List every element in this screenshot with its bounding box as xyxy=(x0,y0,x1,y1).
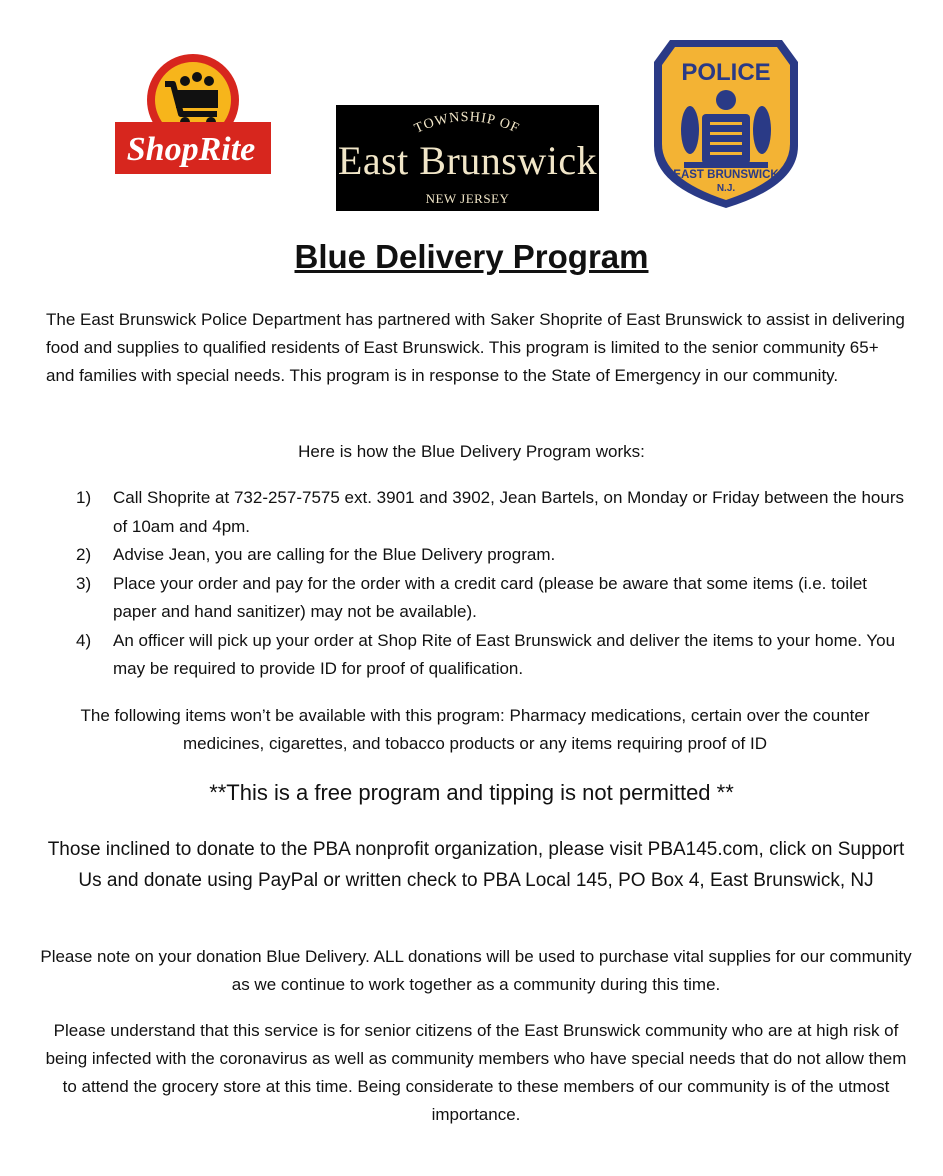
township-state: NEW JERSEY xyxy=(425,191,510,206)
not-available-notice: The following items won’t be available with this program: Pharmacy medications, certain over the counter medicines, cigarettes, and tobacco products or any items requiring proof of ID xyxy=(80,706,870,753)
step-text: Call Shoprite at 732-257-7575 ext. 3901 and 3902, Jean Bartels, on Monday or Friday between the hours of 10am and 4pm. xyxy=(113,488,905,536)
eligibility-statement: Please understand that this service is for senior citizens of the East Brunswick community who are at high risk of being infected with the coronavirus as well as community members who have special needs that do not allow them to attend the grocery store at this time. Being considerate to these members of our community is of the utmost importance. xyxy=(45,1021,907,1124)
donation-info: Those inclined to donate to the PBA nonprofit organization, please visit PBA145.com, click on Support Us and donate using PayPal or written check to PBA Local 145, PO Box 4, East Brunswick, NJ xyxy=(47,839,905,891)
steps-list xyxy=(76,484,906,684)
intro-paragraph: The East Brunswick Police Department has partnered with Saker Shoprite of East Brunswick to assist in delivering food and supplies to qualified residents of East Brunswick. This program is limited to the senior community 65+ and families with special needs. This program is in response to the State of Emergency in our community. xyxy=(46,310,905,385)
shoprite-wordmark: ShopRite xyxy=(126,131,256,168)
logo-row xyxy=(0,0,943,220)
step-number: 2) xyxy=(76,545,92,564)
police-badge-title: POLICE xyxy=(681,59,771,86)
howto-heading: Here is how the Blue Delivery Program works: xyxy=(298,442,645,461)
page-title: Blue Delivery Program xyxy=(294,238,649,275)
step-text: Advise Jean, you are calling for the Blue Delivery program. xyxy=(113,545,556,564)
step-number: 4) xyxy=(76,630,92,650)
svg-text:TOWNSHIP OF: TOWNSHIP OF xyxy=(412,109,522,137)
list-item xyxy=(76,627,906,684)
shoprite-logo xyxy=(113,48,273,180)
police-badge-state: N.J. xyxy=(716,183,736,194)
township-logo xyxy=(336,105,599,211)
free-program-notice: **This is a free program and tipping is not permitted ** xyxy=(209,780,734,805)
step-number: 1) xyxy=(76,488,92,507)
police-badge xyxy=(650,36,802,212)
donation-note: Please note on your donation Blue Delivery. ALL donations will be used to purchase vital supplies for our community as we continue to work together as a community during this time. xyxy=(40,947,912,994)
step-text: Place your order and pay for the order with a credit card (please be aware that some items (i.e. toilet paper and hand sanitizer) may not be available). xyxy=(113,573,868,621)
list-item xyxy=(76,541,906,570)
step-text: An officer will pick up your order at Shop Rite of East Brunswick and deliver the items to your home. You may be required to provide ID for proof of qualification. xyxy=(113,630,896,678)
list-item xyxy=(76,484,906,541)
police-badge-city: EAST BRUNSWICK xyxy=(673,169,779,181)
list-item xyxy=(76,570,906,627)
township-name: East Brunswick xyxy=(337,138,598,183)
step-number: 3) xyxy=(76,573,92,593)
